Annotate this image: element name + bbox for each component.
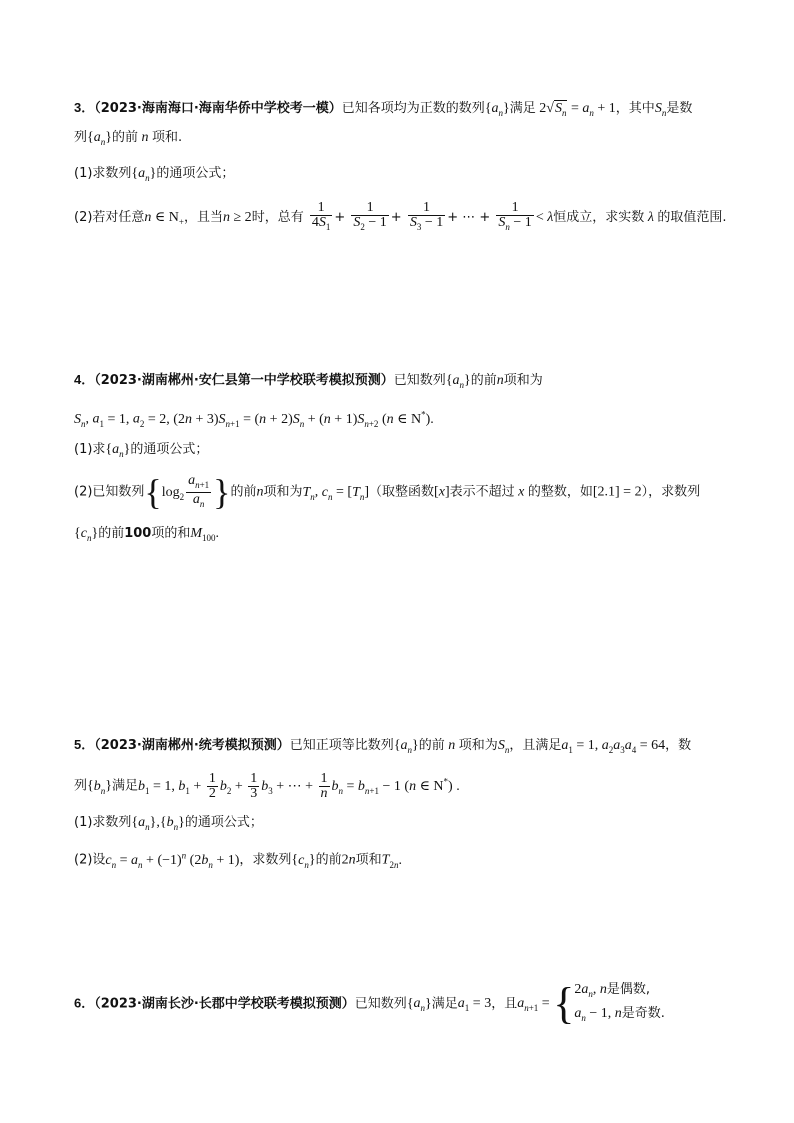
problem-5-line-2: 列$\{b_n\}$满足$b_1 = 1$, $b_1$ + $\frac{1}{2}$ $b_2$ + $\frac{1}{3}$ $b_3$ + ⋯ + $\frac{1}{n}$ $b_n = b_{n+1} - 1$ (n ∈ N*) . [74,770,460,801]
problem-number: 3． [74,100,95,115]
problem-3-q1: (1)求数列$\{a_n\}$的通项公式； [74,166,235,183]
problem-3-q2: (2)若对任意n ∈ $N_+$，且当n ≥ 2时，总有 $\frac{1}{4S_1}$ + $\frac{1}{S_2 - 1}$ + $\frac{1}{S_3 - 1}$ + ⋯ + $\frac{1}{S_n - 1}$ < λ恒成立，求实数 λ 的取值范围. [74,200,727,232]
problem-source: （2023·湖南郴州·统考模拟预测） [94,738,290,753]
problem-4-q2-cont: $\{c_n\}$的前100项的和$M_{100}$. [74,526,220,543]
problem-number: 5． [74,737,95,752]
problem-source: （2023·海南海口·海南华侨中学校考一模） [94,101,342,116]
problem-source: （2023·湖南长沙·长郡中学校联考模拟预测） [94,996,355,1012]
problem-5-q1: (1)求数列$\{a_n\},\{b_n\}$的通项公式； [74,815,263,832]
problem-source: （2023·湖南郴州·安仁县第一中学校联考模拟预测） [94,373,394,388]
problem-5-line-1: 5．（2023·湖南郴州·统考模拟预测）已知正项等比数列$\{a_n\}$的前 n 项和为$S_n$，且满足$a_1 = 1$, $a_2a_3a_4 = 64$，数 [74,737,692,755]
problem-number: 4． [74,372,95,387]
problem-4-line-1: 4．（2023·湖南郴州·安仁县第一中学校联考模拟预测）已知数列$\{a_n\}$的前n项和为 [74,372,543,390]
problem-3-line-1: 3．（2023·海南海口·海南华侨中学校考一模）已知各项均为正数的数列$\{a_n\}$满足 $2√S_n = a_n + 1$，其中$S_n$是数 [74,100,693,118]
problem-4-q2: (2)已知数列{$\log_2$ $\frac{a_{n+1}}{a_n}$ }的前n项和为$T_n$, $c_n = [T_n]$（取整函数[x]表示不超过 x 的整数，如[2.1] = 2），求数列 [74,472,701,512]
problem-5-q2: (2)设$c_n = a_n + (-1)^n$ $(2b_n + 1)$，求数列$\{c_n\}$的前2n项和$T_{2n}$. [74,850,402,870]
problem-4-line-2: $S_n$, $a_1 = 1$, $a_2 = 2$, $(2n + 3)S_{n+1} = (n + 2)S_n + (n + 1)S_{n+2}$ (n ∈ N*). [74,409,434,429]
problem-number: 6． [74,995,95,1011]
problem-4-q1: (1)求$\{a_n\}$的通项公式； [74,442,209,459]
problem-6-line-1: 6．（2023·湖南长沙·长郡中学校联考模拟预测）已知数列$\{a_n\}$满足$a_1 = 3$，且$a_{n+1}$ = { $2a_n$, n是偶数, $a_n - 1$, n是奇数. [74,978,665,1028]
problem-3-line-2: 列$\{a_n\}$的前 n 项和. [74,130,183,147]
